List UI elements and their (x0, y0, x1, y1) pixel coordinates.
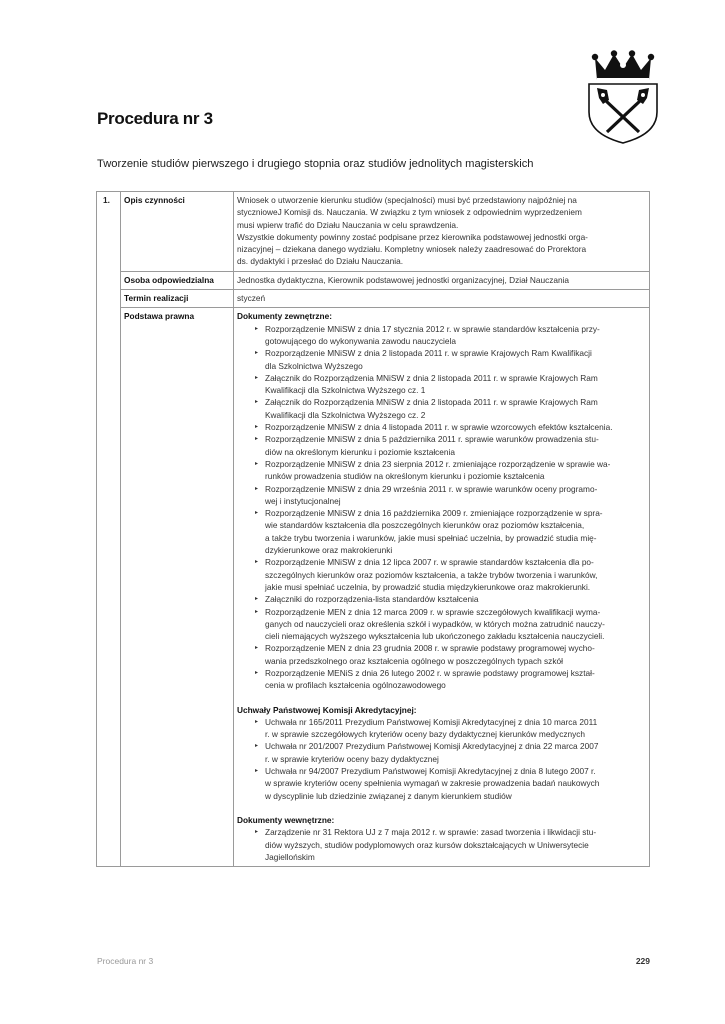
page-number: 229 (635, 956, 650, 966)
bullet-icon: ▸ (255, 350, 259, 357)
bullet-icon: ▸ (255, 374, 259, 381)
list-item-text: Rozporządzenie MNiSW z dnia 12 lipca 2007 r. w sprawie standardów kształcenia dla po- szczególnych kierunków oraz poziomów kształcenia, a także trybów tworzenia i warunków, jakie musi spełniać uczelnia, by prowadzić studia międzykierunkowe oraz makrokierunki. (265, 557, 598, 592)
section-title: Dokumenty zewnętrzne: (237, 311, 332, 322)
list-item (237, 323, 646, 348)
bullet-icon: ▸ (255, 436, 259, 443)
list-item (237, 642, 646, 667)
bullet-icon: ▸ (255, 325, 259, 332)
procedure-table (96, 191, 650, 867)
list-item (237, 606, 646, 643)
procedure-subtitle: Tworzenie studiów pierwszego i drugiego stopnia oraz studiów jednolitych magisterskich (97, 158, 534, 170)
bullet-icon: ▸ (255, 829, 259, 836)
section-title: Dokumenty wewnętrzne: (237, 814, 335, 825)
row-value-deadline: styczeń (234, 290, 650, 308)
row-label: Opis czynności (121, 192, 234, 272)
document-list (237, 826, 646, 863)
text-line: stycznioweJ Komisji ds. Nauczania. W związku z tym wniosek z odpowiednim wyprzedzeniem (237, 207, 582, 218)
row-label: Termin realizacji (121, 290, 234, 308)
list-item-text: Rozporządzenie MNiSW z dnia 16 października 2009 r. zmieniające rozporządzenie w spra- wie standardów kształcenia dla poszczególnych kierunków oraz poziomów kształcenia, a także trybu tworzenia i warunków, jakie musi spełniać uczelnia, by prowadzić studia mię- dzykierunkowe oraz makrokierunki (265, 508, 603, 556)
document-list (237, 716, 646, 802)
bullet-icon: ▸ (255, 596, 259, 603)
list-item-text: Uchwała nr 201/2007 Prezydium Państwowej Komisji Akredytacyjnej z dnia 22 marca 2007 r. w sprawie kryteriów oceny bazy dydaktycznej (265, 741, 599, 764)
list-item (237, 483, 646, 508)
bullet-icon: ▸ (255, 768, 259, 775)
list-item (237, 347, 646, 372)
jagiellonian-crest-icon (583, 50, 663, 145)
list-item (237, 372, 646, 397)
row-value-legal-basis (234, 308, 650, 867)
list-item-text: Rozporządzenie MNiSW z dnia 29 września 2011 r. w sprawie warunków oceny programo- wej i instytucjonalnej (265, 483, 598, 506)
bullet-icon: ▸ (255, 645, 259, 652)
list-item (237, 716, 646, 741)
document-list (237, 323, 646, 692)
list-item (237, 765, 646, 802)
bullet-icon: ▸ (255, 718, 259, 725)
row-value-responsible: Jednostka dydaktyczna, Kierownik podstawowej jednostki organizacyjnej, Dział Nauczania (234, 271, 650, 289)
list-item (237, 740, 646, 765)
list-item-text: Rozporządzenie MNiSW z dnia 17 stycznia 2012 r. w sprawie standardów kształcenia przy- gotowującego do wykonywania zawodu nauczyciela (265, 323, 600, 346)
list-item (237, 421, 646, 433)
list-item-text: Rozporządzenie MEN z dnia 23 grudnia 2008 r. w sprawie podstawy programowej wycho- wania przedszkolnego oraz kształcenia ogólnego w poszczególnych typach szkół (265, 643, 595, 666)
bullet-icon: ▸ (255, 669, 259, 676)
list-item-text: Załącznik do Rozporządzenia MNiSW z dnia 2 listopada 2011 r. w sprawie Krajowych Ram Kwalifikacji dla Szkolnictwa Wyższego cz. 1 (265, 372, 598, 396)
bullet-icon: ▸ (255, 424, 259, 431)
bullet-icon: ▸ (255, 485, 259, 492)
list-item-text: Rozporządzenie MNiSW z dnia 23 sierpnia 2012 r. zmieniające rozporządzenie w sprawie wa- runków prowadzenia studiów na określonym kierunku i poziomie kształcenia (265, 458, 611, 482)
legal-basis-sections (237, 310, 646, 863)
text-line: ds. dydaktyki i przesłać do Działu Nauczania. (237, 256, 404, 267)
step-number: 1. (97, 192, 121, 867)
text-line: Wniosek o utworzenie kierunku studiów (specjalności) musi być przedstawiony najpóźniej na (237, 195, 577, 205)
table-row (97, 308, 650, 867)
text-line: nizacyjnej – dziekana danego wydziału. Kompletny wniosek należy zaadresować do Prorektora (237, 244, 587, 255)
bullet-icon: ▸ (255, 608, 259, 615)
table-row (97, 192, 650, 272)
list-item (237, 433, 646, 458)
list-item (237, 458, 646, 483)
section-title: Uchwały Państwowej Komisji Akredytacyjnej: (237, 704, 417, 715)
list-item-text: Rozporządzenie MEN z dnia 12 marca 2009 r. w sprawie szczegółowych kwalifikacji wyma- ganych od nauczycieli oraz określenia szkół i wypadków, w których można zatrudnić nauczy- cieli niemających wyższego wykształcenia lub ukończonego zakładu kształcenia nauczycieli. (265, 606, 605, 642)
list-item-text: Rozporządzenie MNiSW z dnia 5 października 2011 r. sprawie warunków prowadzenia stu- diów na określonym kierunku i poziomie kształcenia (265, 434, 599, 457)
table-row (97, 271, 650, 289)
list-item-text: Uchwała nr 94/2007 Prezydium Państwowej Komisji Akredytacyjnej z dnia 8 lutego 2007 r. w sprawie kryteriów oceny spełnienia wymagań w zakresie prowadzenia badań naukowych w dyscyplinie lub dziedzinie związanej z danym kierunkiem studiów (265, 766, 600, 801)
list-item (237, 826, 646, 863)
list-item (237, 396, 646, 421)
text-line: Wszystkie dokumenty powinny zostać podpisane przez kierownika podstawowej jednostki orga- (237, 231, 588, 242)
row-label: Podstawa prawna (121, 308, 234, 867)
bullet-icon: ▸ (255, 510, 259, 517)
table-row (97, 290, 650, 308)
list-item-text: Zarządzenie nr 31 Rektora UJ z 7 maja 2012 r. w sprawie: zasad tworzenia i likwidacji stu- diów wyższych, studiów podyplomowych oraz kursów dokształcających w Uniwersytecie Jagiellońskim (265, 827, 597, 862)
list-item-text: Rozporządzenie MNiSW z dnia 2 listopada 2011 r. w sprawie Krajowych Ram Kwalifikacji dla Szkolnictwa Wyższego (265, 348, 592, 371)
list-item (237, 667, 646, 692)
bullet-icon: ▸ (255, 559, 259, 566)
text-line: musi wpierw trafić do Działu Nauczania w celu sprawdzenia. (237, 219, 459, 230)
list-item-text: Załącznik do Rozporządzenia MNiSW z dnia 2 listopada 2011 r. w sprawie Krajowych Ram Kwalifikacji dla Szkolnictwa Wyższego cz. 2 (265, 397, 598, 420)
list-item (237, 507, 646, 556)
page-title: Procedura nr 3 (97, 109, 213, 128)
row-label: Osoba odpowiedzialna (121, 271, 234, 289)
list-item-text: Załączniki do rozporządzenia-lista standardów kształcenia (265, 594, 479, 605)
list-item-text: Rozporządzenie MENiS z dnia 26 lutego 2002 r. w sprawie podstawy programowej kształ- cenia w profilach kształcenia ogólnozawodowego (265, 667, 595, 691)
bullet-icon: ▸ (255, 460, 259, 467)
bullet-icon: ▸ (255, 399, 259, 406)
footer-procedure-name: Procedura nr 3 (97, 956, 154, 966)
list-item (237, 593, 646, 605)
bullet-icon: ▸ (255, 743, 259, 750)
list-item (237, 556, 646, 593)
row-value-description (234, 192, 650, 272)
list-item-text: Uchwała nr 165/2011 Prezydium Państwowej Komisji Akredytacyjnej z dnia 10 marca 2011 r. w sprawie szczegółowych kryteriów oceny bazy dydaktycznej kierunków medycznych (265, 716, 598, 740)
list-item-text: Rozporządzenie MNiSW z dnia 4 listopada 2011 r. w sprawie wzorcowych efektów kształcenia. (265, 422, 613, 433)
